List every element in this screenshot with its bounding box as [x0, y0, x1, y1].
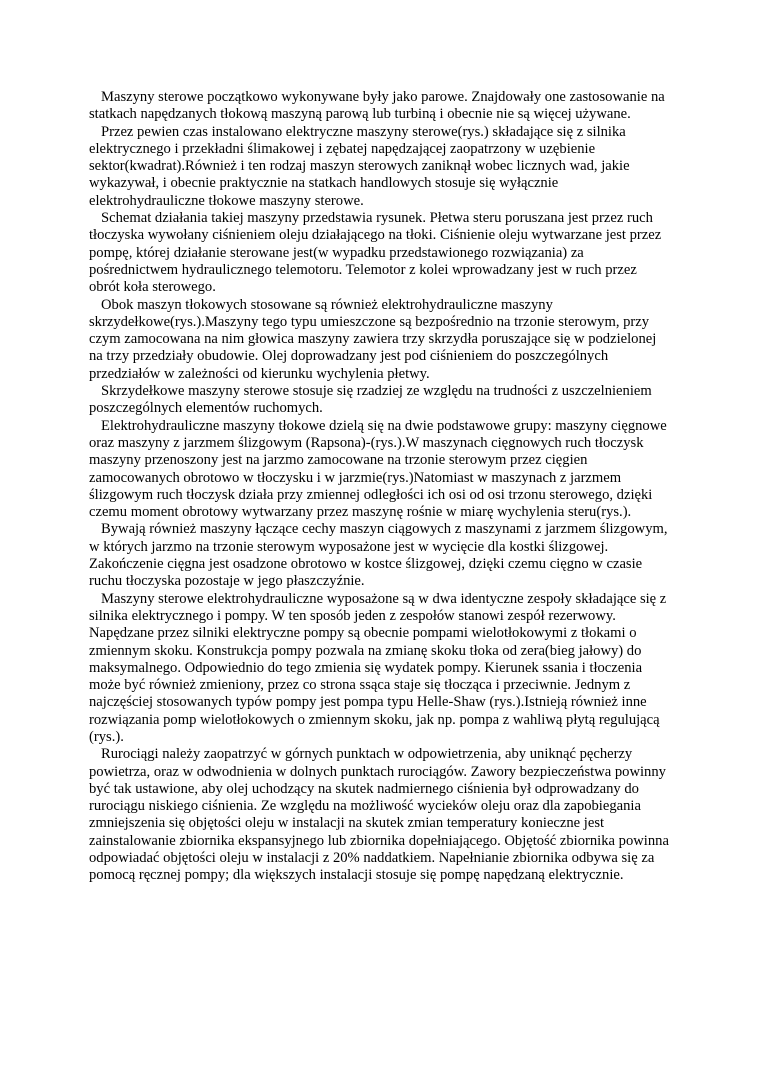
- paragraph-vane-sealing: Skrzydełkowe maszyny sterowe stosuje się rzadziej ze względu na trudności z uszczelnieniem poszczególnych elementów ruchomych.: [89, 383, 652, 417]
- paragraph-piping: Rurociągi należy zaopatrzyć w górnych punktach w odpowietrzenia, aby uniknąć pęcherzy powietrza, oraz w odwodnienia w dolnych punktach rurociągów. Zawory bezpieczeństwa powinny być tak ustawione, aby olej uchodzący na skutek nadmiernego ciśnienia był odprowadzany do rurociągu niskiego ciśnienia. Ze względu na możliwość wycieków oleju oraz dla zapobiegania zmniejszenia się objętości oleju w instalacji na skutek zmian temperatury konieczne jest zainstalowanie zbiornika ekspansyjnego lub zbiornika dopełniającego. Objętość zbiornika powinna odpowiadać objętości oleju w instalacji z 20% naddatkiem. Napełnianie zbiornika odbywa się za pomocą ręcznej pompy; dla większych instalacji stosuje się pompę napędzaną elektrycznie.: [89, 746, 669, 884]
- paragraph-vane-machines: Obok maszyn tłokowych stosowane są również elektrohydrauliczne maszyny skrzydełkowe(rys.).Maszyny tego typu umieszczone są bezpośrednio na trzonie sterowym, przy czym zamocowana na nim głowica maszyny zawiera trzy skrzydła poruszające się w podzielonej na trzy przedziały obudowie. Olej doprowadzany jest pod ciśnieniem do poszczególnych przedziałów w zależności od kierunku wychylenia płetwy.: [89, 296, 657, 382]
- paragraph-combined-machines: Bywają również maszyny łączące cechy maszyn ciągowych z maszynami z jarzmem ślizgowym, w których jarzmo na trzonie sterowym wyposażone jest w wycięcie dla kostki ślizgowej. Zakończenie cięgna jest osadzone obrotowo w kostce ślizgowej, dzięki czemu cięgno w czasie ruchu tłoczyska pozostaje w jego płaszczyźnie.: [89, 521, 668, 590]
- paragraph-operation-scheme: Schemat działania takiej maszyny przedstawia rysunek. Płetwa steru poruszana jest przez ruch tłoczyska wywołany ciśnieniem oleju działającego na tłoki. Ciśnienie oleju wytwarzane jest przez pompę, której działanie sterowane jest(w wypadku przedstawionego rozwiązania) za pośrednictwem hydraulicznego telemotoru. Telemotor z kolei wprowadzany jest w ruch przez obrót koła sterowego.: [89, 210, 662, 296]
- paragraph-pump-units: Maszyny sterowe elektrohydrauliczne wyposażone są w dwa identyczne zespoły składające się z silnika elektrycznego i pompy. W ten sposób jeden z zespołów stanowi zespół rezerwowy. Napędzane przez silniki elektryczne pompy są obecnie pompami wielotłokowymi z tłokami o zmiennym skoku. Konstrukcja pompy pozwala na zmianę skoku tłoka od zera(bieg jałowy) do maksymalnego. Odpowiednio do tego zmienia się wydatek pompy. Kierunek ssania i tłoczenia może być również zmieniony, przez co strona ssąca staje się tłocząca i przeciwnie. Jednym z najczęściej stosowanych typów pompy jest pompa typu Helle-Shaw (rys.).Istnieją również inne rozwiązania pomp wielotłokowych o zmiennym skoku, jak np. pompa z wahliwą płytą regulującą (rys.).: [89, 590, 667, 745]
- paragraph-electric-steering: Przez pewien czas instalowano elektryczne maszyny sterowe(rys.) składające się z silnika elektrycznego i przekładni ślimakowej i zębatej napędzającej zaopatrzony w uzębienie sektor(kwadrat).Również i ten rodzaj maszyn sterowych zaniknął wobec licznych wad, jakie wykazywał, i obecnie praktycznie na statkach handlowych stosuje się wyłącznie elektrohydrauliczne tłokowe maszyny sterowe.: [89, 123, 630, 209]
- paragraph-steam-steering: Maszyny sterowe początkowo wykonywane były jako parowe. Znajdowały one zastosowanie na statkach napędzanych tłokową maszyną parową lub turbiną i obecnie nie są więcej używane.: [89, 89, 665, 123]
- document-page: [89, 89, 669, 885]
- paragraph-piston-groups: Elektrohydrauliczne maszyny tłokowe dzielą się na dwie podstawowe grupy: maszyny cięgnowe oraz maszyny z jarzmem ślizgowym (Rapsona)-(rys.).W maszynach cięgnowych ruch tłoczysk maszyny przenoszony jest na jarzmo zamocowane na trzonie sterowym przez cięgien zamocowanych obrotowo w tłoczysku i w jarzmie(rys.)Natomiast w maszynach z jarzmem ślizgowym ruch tłoczysk działa przy zmiennej odległości ich osi od osi trzonu sterowego, dzięki czemu moment obrotowy wytwarzany przez maszynę rośnie w miarę wychylenia steru(rys.).: [89, 417, 667, 521]
